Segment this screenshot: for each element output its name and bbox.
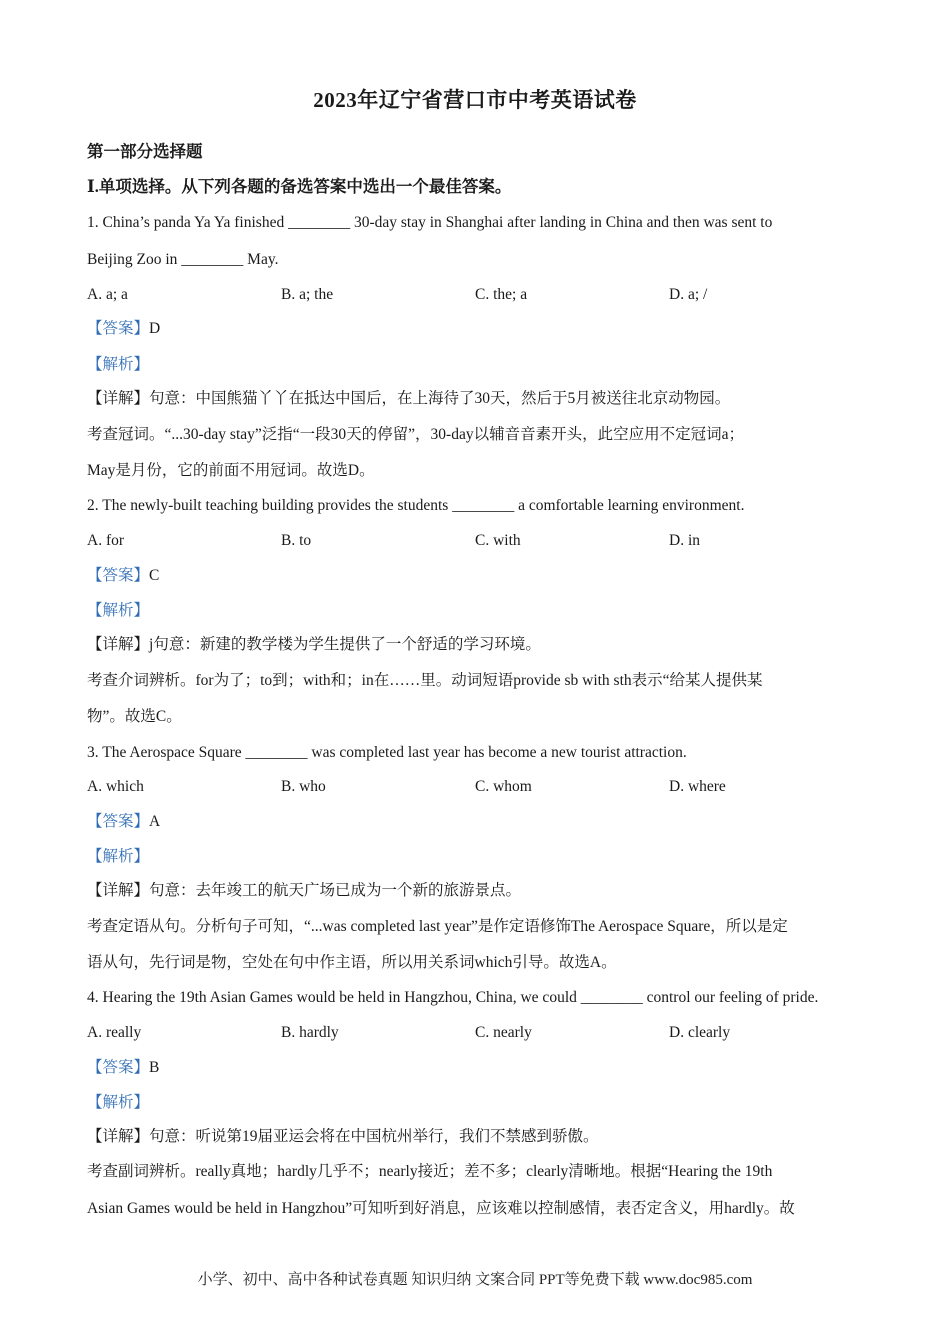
option-d: D. clearly bbox=[669, 1024, 731, 1041]
question-1-answer bbox=[87, 318, 890, 340]
question-3-detail-line-2: 考查定语从句。分析句子可知，“...was completed last year”是作定语修饰The Aerospace Square，所以是定 bbox=[87, 918, 788, 935]
question-1-detail-line-1 bbox=[87, 388, 890, 410]
question-2-answer bbox=[87, 565, 890, 587]
page-title: 2023年辽宁省营口市中考英语试卷 bbox=[313, 88, 637, 112]
question-1-detail-line-3: May是月份，它的前面不用冠词。故选D。 bbox=[87, 462, 375, 479]
question-4-detail-line-2: 考查副词辨析。really真地；hardly几乎不；nearly接近；差不多；clearly清晰地。根据“Hearing the 19th bbox=[87, 1163, 773, 1180]
answer-tag: 【答案】 bbox=[87, 813, 150, 830]
option-c: C. whom bbox=[475, 778, 532, 795]
question-1-detail-line-2: 考查冠词。“...30-day stay”泛指“一段30天的停留”，30-day以辅音音素开头，此空应用不定冠词a； bbox=[87, 426, 744, 443]
question-1-analysis bbox=[87, 354, 890, 376]
question-2-analysis bbox=[87, 600, 890, 622]
option-c: C. nearly bbox=[475, 1024, 532, 1041]
question-3-stem-line-1: 3. The Aerospace Square ________ was completed last year has become a new tourist attraction. bbox=[87, 744, 687, 761]
answer-tag: 【答案】 bbox=[87, 1059, 150, 1076]
question-2-detail-line-2: 考查介词辨析。for为了；to到；with和；in在……里。动词短语provide sb with sth表示“给某人提供某 bbox=[87, 672, 763, 689]
option-a: A. really bbox=[87, 1024, 142, 1041]
option-d: D. a; / bbox=[669, 286, 708, 303]
detail-tag: 【详解】 bbox=[87, 1128, 150, 1145]
question-3-detail-line-1 bbox=[87, 880, 890, 902]
option-b: B. hardly bbox=[281, 1024, 339, 1041]
question-2-detail-line-1 bbox=[87, 634, 890, 656]
answer-tag: 【答案】 bbox=[87, 567, 150, 584]
question-3-detail-line-3: 语从句，先行词是物，空处在句中作主语，所以用关系词which引导。故选A。 bbox=[87, 954, 617, 971]
detail-tag: 【详解】 bbox=[87, 882, 150, 899]
question-2-stem-line-1: 2. The newly-built teaching building provides the students ________ a comfortable learning environment. bbox=[87, 497, 745, 514]
answer-tag: 【答案】 bbox=[87, 320, 150, 337]
page-footer: 小学、初中、高中各种试卷真题 知识归纳 文案合同 PPT等免费下载 www.doc985.com bbox=[197, 1272, 753, 1288]
question-1-stem-line-1: 1. China’s panda Ya Ya finished ________ 30-day stay in Shanghai after landing in China and then was sent to bbox=[87, 214, 773, 231]
analysis-tag: 【解析】 bbox=[87, 356, 150, 373]
part-heading: 第一部分选择题 bbox=[87, 142, 203, 161]
question-4-detail-line-1 bbox=[87, 1126, 890, 1148]
answer-value: B bbox=[149, 1059, 160, 1076]
option-b: B. who bbox=[281, 778, 326, 795]
question-1-stem-line-2: Beijing Zoo in ________ May. bbox=[87, 251, 279, 268]
option-c: C. the; a bbox=[475, 286, 528, 303]
option-c: C. with bbox=[475, 532, 521, 549]
question-3-answer bbox=[87, 811, 890, 833]
detail-text: 句意：中国熊猫丫丫在抵达中国后，在上海待了30天，然后于5月被送往北京动物园。 bbox=[149, 390, 731, 407]
question-4-detail-line-3: Asian Games would be held in Hangzhou”可知听到好消息，应该难以控制感情，表否定含义，用hardly。故 bbox=[87, 1200, 795, 1217]
analysis-tag: 【解析】 bbox=[87, 848, 150, 865]
answer-value: C bbox=[149, 567, 160, 584]
question-4-stem-line-1: 4. Hearing the 19th Asian Games would be held in Hangzhou, China, we could ________ control our feeling of pride. bbox=[87, 989, 819, 1006]
option-a: A. a; a bbox=[87, 286, 128, 303]
section-heading: Ⅰ.单项选择。从下列各题的备选答案中选出一个最佳答案。 bbox=[87, 177, 512, 196]
analysis-tag: 【解析】 bbox=[87, 1094, 150, 1111]
option-a: A. for bbox=[87, 532, 125, 549]
detail-tag: 【详解】 bbox=[87, 390, 150, 407]
detail-text: 句意：去年竣工的航天广场已成为一个新的旅游景点。 bbox=[149, 882, 522, 899]
answer-value: D bbox=[149, 320, 161, 337]
analysis-tag: 【解析】 bbox=[87, 602, 150, 619]
detail-tag: 【详解】 bbox=[87, 636, 150, 653]
option-d: D. in bbox=[669, 532, 700, 549]
option-b: B. a; the bbox=[281, 286, 334, 303]
option-a: A. which bbox=[87, 778, 144, 795]
question-2-detail-line-3: 物”。故选C。 bbox=[87, 708, 182, 725]
detail-text: j句意：新建的教学楼为学生提供了一个舒适的学习环境。 bbox=[149, 636, 541, 653]
option-d: D. where bbox=[669, 778, 726, 795]
answer-value: A bbox=[149, 813, 161, 830]
detail-text: 句意：听说第19届亚运会将在中国杭州举行，我们不禁感到骄傲。 bbox=[149, 1128, 599, 1145]
question-4-answer bbox=[87, 1057, 890, 1079]
question-4-analysis bbox=[87, 1092, 890, 1114]
question-3-analysis bbox=[87, 846, 890, 868]
option-b: B. to bbox=[281, 532, 312, 549]
